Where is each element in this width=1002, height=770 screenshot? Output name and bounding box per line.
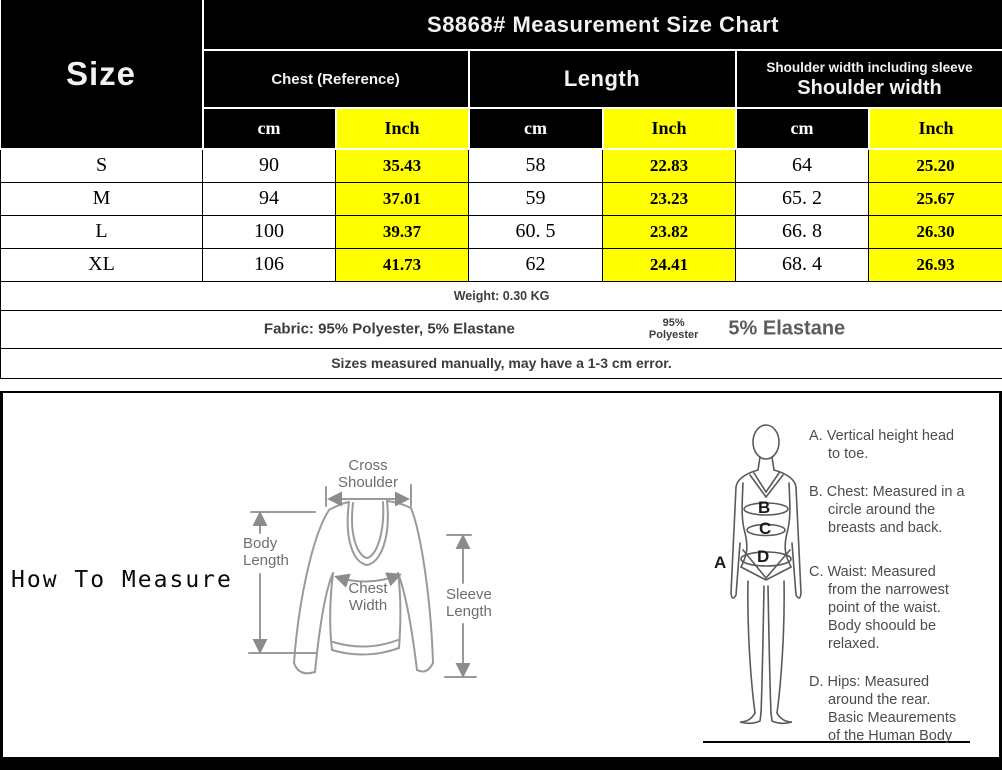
shoulder-inch-cell: 26.30 bbox=[869, 215, 1002, 248]
size-column-header: Size bbox=[1, 0, 203, 149]
chest-cm-cell: 106 bbox=[203, 248, 336, 281]
figure-point-c: C bbox=[759, 519, 772, 538]
length-inch-cell: 23.23 bbox=[603, 182, 736, 215]
shoulder-cm-cell: 68. 4 bbox=[736, 248, 869, 281]
how-to-measure-heading: How To Measure bbox=[11, 567, 233, 593]
error-note: Sizes measured manually, may have a 1-3 cm error. bbox=[1, 348, 1002, 378]
note-d-line: D. Hips: Measured bbox=[809, 674, 930, 690]
sleeve-length-label bbox=[446, 586, 492, 620]
subheader-length-inch: Inch bbox=[603, 108, 736, 149]
chest-width-line2: Width bbox=[348, 597, 388, 614]
measure-notes bbox=[809, 427, 1001, 745]
note-b-line: breasts and back. bbox=[828, 520, 943, 536]
length-cm-cell: 58 bbox=[469, 149, 603, 182]
fabric-note-row bbox=[1, 310, 1002, 348]
figure-point-d: D bbox=[757, 547, 770, 566]
body-length-line2: Length bbox=[243, 552, 289, 569]
chest-width-line1: Chest bbox=[348, 580, 388, 597]
subheader-chest-cm: cm bbox=[203, 108, 336, 149]
note-d bbox=[809, 673, 1001, 745]
note-c-line: point of the waist. bbox=[828, 600, 941, 616]
bottom-border-bar bbox=[0, 757, 1002, 770]
subheader-length-cm: cm bbox=[469, 108, 603, 149]
note-c-line: C. Waist: Measured bbox=[809, 564, 936, 580]
note-b-line: B. Chest: Measured in a bbox=[809, 484, 965, 500]
chart-title: S8868# Measurement Size Chart bbox=[203, 0, 1002, 50]
sleeve-length-line1: Sleeve bbox=[446, 586, 492, 603]
col-group-shoulder-line2: Shoulder width bbox=[797, 76, 942, 99]
table-row-m bbox=[1, 182, 1002, 215]
note-c-line: Body shoould be bbox=[828, 618, 937, 634]
subheader-shoulder-inch: Inch bbox=[869, 108, 1002, 149]
shoulder-cm-cell: 66. 8 bbox=[736, 215, 869, 248]
size-cell: L bbox=[1, 215, 203, 248]
length-inch-cell: 23.82 bbox=[603, 215, 736, 248]
shoulder-inch-cell: 25.20 bbox=[869, 149, 1002, 182]
size-chart-table bbox=[0, 0, 1002, 379]
shoulder-inch-cell: 25.67 bbox=[869, 182, 1002, 215]
note-d-line: around the rear. bbox=[828, 692, 931, 708]
chest-cm-cell: 90 bbox=[203, 149, 336, 182]
note-d-line: of the Human Body bbox=[828, 728, 953, 744]
figure-point-a: A bbox=[714, 553, 727, 572]
weight-note: Weight: 0.30 KG bbox=[1, 281, 1002, 310]
chest-width-label bbox=[333, 580, 403, 614]
cross-shoulder-line1: Cross bbox=[348, 457, 388, 474]
cross-shoulder-line2: Shoulder bbox=[337, 474, 399, 491]
fabric-note: Fabric: 95% Polyester, 5% Elastane bbox=[263, 320, 515, 338]
note-c bbox=[809, 563, 1001, 653]
cross-shoulder-label bbox=[325, 457, 411, 491]
note-c-line: from the narrowest bbox=[828, 582, 949, 598]
fabric-percent-line2: Polyester bbox=[648, 329, 699, 341]
body-figure bbox=[731, 425, 801, 723]
note-b bbox=[809, 483, 1001, 537]
note-a-line: to toe. bbox=[828, 446, 869, 462]
length-inch-cell: 24.41 bbox=[603, 248, 736, 281]
chest-inch-cell: 41.73 bbox=[336, 248, 469, 281]
chest-inch-cell: 39.37 bbox=[336, 215, 469, 248]
sleeve-length-line2: Length bbox=[446, 603, 492, 620]
fabric-elastane-note: 5% Elastane bbox=[728, 317, 846, 340]
note-a bbox=[809, 427, 1001, 463]
length-cm-cell: 62 bbox=[469, 248, 603, 281]
length-inch-cell: 22.83 bbox=[603, 149, 736, 182]
col-group-chest: Chest (Reference) bbox=[203, 50, 469, 108]
col-group-shoulder bbox=[736, 50, 1002, 108]
col-group-shoulder-line1: Shoulder width including sleeve bbox=[766, 59, 973, 75]
table-row-l bbox=[1, 215, 1002, 248]
size-cell: S bbox=[1, 149, 203, 182]
figure-point-b: B bbox=[758, 498, 771, 517]
note-c-line: relaxed. bbox=[828, 636, 880, 652]
subheader-chest-inch: Inch bbox=[336, 108, 469, 149]
chest-cm-cell: 100 bbox=[203, 215, 336, 248]
chest-inch-cell: 37.01 bbox=[336, 182, 469, 215]
size-cell: XL bbox=[1, 248, 203, 281]
subheader-shoulder-cm: cm bbox=[736, 108, 869, 149]
shoulder-cm-cell: 65. 2 bbox=[736, 182, 869, 215]
note-b-line: circle around the bbox=[828, 502, 936, 518]
col-group-length: Length bbox=[469, 50, 736, 108]
chest-inch-cell: 35.43 bbox=[336, 149, 469, 182]
fabric-percent-line1: 95% bbox=[662, 317, 685, 329]
size-cell: M bbox=[1, 182, 203, 215]
length-cm-cell: 59 bbox=[469, 182, 603, 215]
body-length-line1: Body bbox=[243, 535, 278, 552]
table-row-s bbox=[1, 149, 1002, 182]
note-a-line: A. Vertical height head bbox=[809, 428, 955, 444]
shoulder-inch-cell: 26.93 bbox=[869, 248, 1002, 281]
how-to-measure-section bbox=[0, 391, 1002, 770]
length-cm-cell: 60. 5 bbox=[469, 215, 603, 248]
chest-cm-cell: 94 bbox=[203, 182, 336, 215]
body-length-label bbox=[243, 535, 289, 569]
shoulder-cm-cell: 64 bbox=[736, 149, 869, 182]
table-row-xl bbox=[1, 248, 1002, 281]
note-d-line: Basic Meaurements bbox=[828, 710, 957, 726]
fabric-percent-stack bbox=[649, 317, 699, 341]
